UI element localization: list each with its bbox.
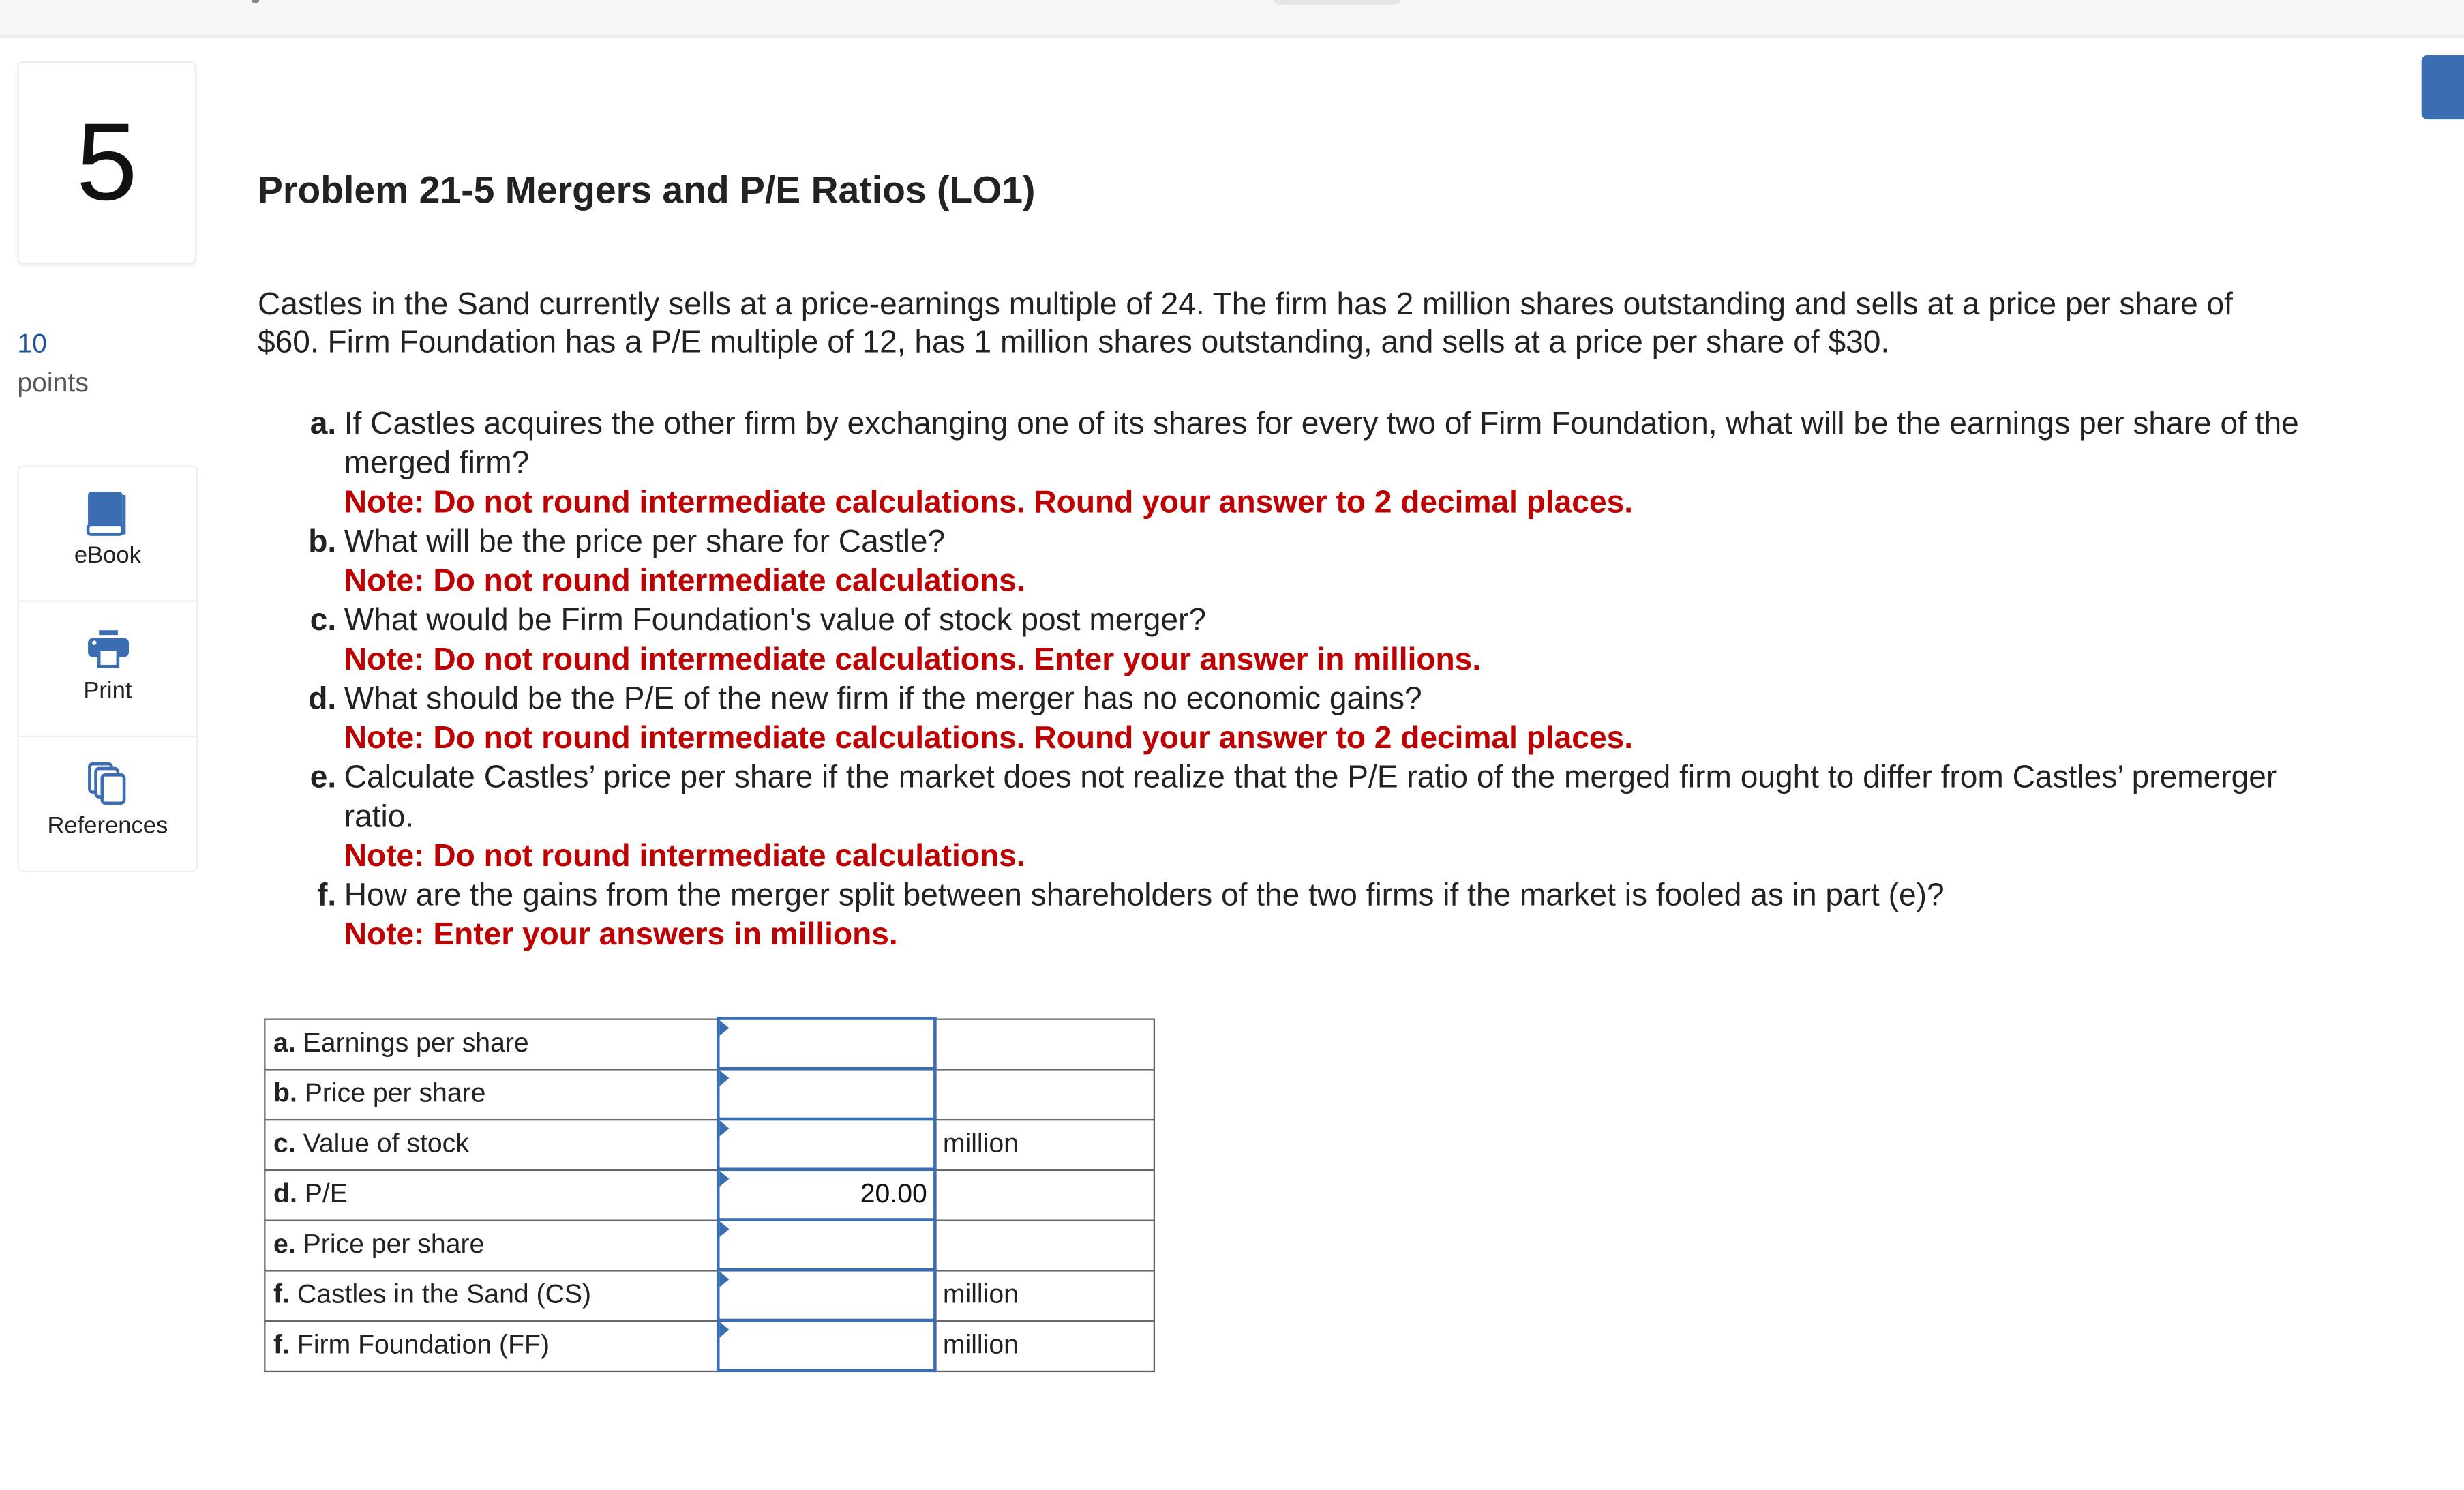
tools-panel (17, 465, 198, 872)
ebook-label: eBook (74, 542, 141, 569)
answer-input[interactable] (720, 1072, 933, 1116)
book-icon (87, 490, 127, 537)
side-panel-button[interactable] (2422, 55, 2464, 119)
question-part (299, 759, 2326, 877)
ebook-button[interactable] (19, 467, 196, 602)
input-flag-icon (720, 1071, 730, 1086)
answer-cell (718, 1220, 935, 1270)
part-text: What should be the P/E of the new firm if the merger has no economic gains? (344, 682, 1422, 717)
answer-label-text: Price per share (304, 1078, 486, 1108)
top-bar (0, 0, 2464, 38)
answer-label-text: Price per share (303, 1229, 485, 1260)
answer-letter: f. (273, 1279, 290, 1309)
answer-row (265, 1270, 1154, 1320)
question-parts (299, 406, 2326, 956)
input-flag-icon (720, 1171, 730, 1187)
part-note: Note: Do not round intermediate calculations. Round your answer to 2 decimal places. (344, 721, 1634, 756)
top-bar-handle[interactable] (1273, 0, 1402, 5)
part-text: How are the gains from the merger split between shareholders of the two firms if the market is fooled as in part (e)? (344, 878, 1944, 914)
print-label: Print (83, 677, 132, 704)
part-note: Note: Do not round intermediate calculations. Round your answer to 2 decimal places. (344, 486, 1634, 520)
print-button[interactable] (19, 602, 196, 737)
answer-row (265, 1220, 1154, 1270)
answer-cell (718, 1119, 935, 1169)
answer-label (265, 1069, 718, 1119)
problem-intro: Castles in the Sand currently sells at a price-earnings multiple of 24. The firm has 2 million shares outstanding and sells at a price per share of $60. Firm Foundation has a P/E multiple of 12, has 1 million shares outstanding, and sells at a price per share of $30. (257, 287, 2233, 360)
question-part (299, 681, 2326, 759)
answer-letter: b. (273, 1078, 297, 1108)
answer-cell (718, 1019, 935, 1069)
part-letter: d. (308, 682, 337, 717)
answer-input[interactable] (720, 1273, 933, 1317)
answer-unit: million (935, 1119, 1154, 1169)
answer-input[interactable] (720, 1324, 933, 1368)
answer-input[interactable] (720, 1122, 933, 1167)
answer-label-text: Earnings per share (303, 1028, 529, 1058)
part-text: Calculate Castles’ price per share if the market does not realize that the P/E ratio of the merged firm ought to differ from Castles’ premerger ratio. (344, 760, 2277, 835)
answer-cell (718, 1069, 935, 1119)
answer-label (265, 1169, 718, 1220)
part-letter: a. (310, 406, 337, 442)
answer-label-text: Firm Foundation (FF) (297, 1329, 550, 1360)
answer-row (265, 1169, 1154, 1220)
printer-icon (87, 625, 131, 670)
part-note: Note: Do not round intermediate calculations. (344, 564, 1025, 599)
answer-label (265, 1320, 718, 1371)
part-text: What would be Firm Foundation's value of stock post merger? (344, 604, 1206, 638)
points-value: 10 (17, 328, 47, 359)
input-flag-icon (720, 1120, 730, 1136)
question-part (299, 602, 2326, 681)
answer-cell (718, 1169, 935, 1220)
documents-icon (87, 761, 131, 808)
answer-unit (935, 1069, 1154, 1119)
answer-unit: million (935, 1320, 1154, 1371)
answer-row (265, 1019, 1154, 1069)
answer-table (264, 1017, 1155, 1372)
part-note: Note: Do not round intermediate calculations. Enter your answer in millions. (344, 642, 1482, 678)
question-part (299, 523, 2326, 601)
answer-input[interactable] (720, 1022, 933, 1066)
points-info (17, 324, 89, 402)
part-note: Note: Do not round intermediate calculations. (344, 839, 1025, 874)
answer-cell (718, 1270, 935, 1320)
question-number: 5 (17, 61, 196, 264)
answer-row (265, 1069, 1154, 1119)
part-letter: c. (310, 604, 337, 638)
part-letter: b. (308, 524, 337, 560)
answer-label (265, 1220, 718, 1270)
references-button[interactable] (19, 737, 196, 871)
question-part (299, 877, 2326, 955)
answer-letter: f. (273, 1329, 290, 1360)
answer-row (265, 1320, 1154, 1371)
part-letter: e. (310, 760, 337, 796)
answer-letter: a. (273, 1028, 296, 1058)
problem-title: Problem 21-5 Mergers and P/E Ratios (LO1) (257, 169, 1036, 213)
answer-unit (935, 1019, 1154, 1069)
answer-input[interactable] (720, 1223, 933, 1267)
answer-cell (718, 1320, 935, 1371)
answer-label-text: Castles in the Sand (CS) (297, 1279, 592, 1309)
answer-label-text: P/E (304, 1178, 348, 1209)
input-flag-icon (720, 1221, 730, 1237)
references-label: References (47, 812, 168, 839)
answer-label-text: Value of stock (303, 1128, 469, 1159)
part-note: Note: Enter your answers in millions. (344, 918, 898, 953)
answer-input[interactable]: 20.00 (720, 1172, 933, 1217)
answer-label (265, 1119, 718, 1169)
input-flag-icon (720, 1272, 730, 1287)
answer-unit: million (935, 1270, 1154, 1320)
answer-label (265, 1270, 718, 1320)
answer-row (265, 1119, 1154, 1169)
question-part (299, 406, 2326, 524)
answer-label (265, 1019, 718, 1069)
part-text: What will be the price per share for Castle? (344, 524, 946, 560)
input-flag-icon (720, 1322, 730, 1337)
points-label: points (17, 368, 89, 398)
answer-unit (935, 1220, 1154, 1270)
input-flag-icon (720, 1020, 730, 1036)
part-letter: f. (317, 878, 337, 914)
top-bar-indicator (252, 0, 260, 3)
answer-letter: d. (273, 1178, 297, 1209)
answer-letter: e. (273, 1229, 296, 1260)
part-text: If Castles acquires the other firm by exchanging one of its shares for every two of Firm Foundation, what will be the earnings per share of the merged firm? (344, 406, 2299, 481)
answer-letter: c. (273, 1128, 296, 1159)
answer-unit (935, 1169, 1154, 1220)
